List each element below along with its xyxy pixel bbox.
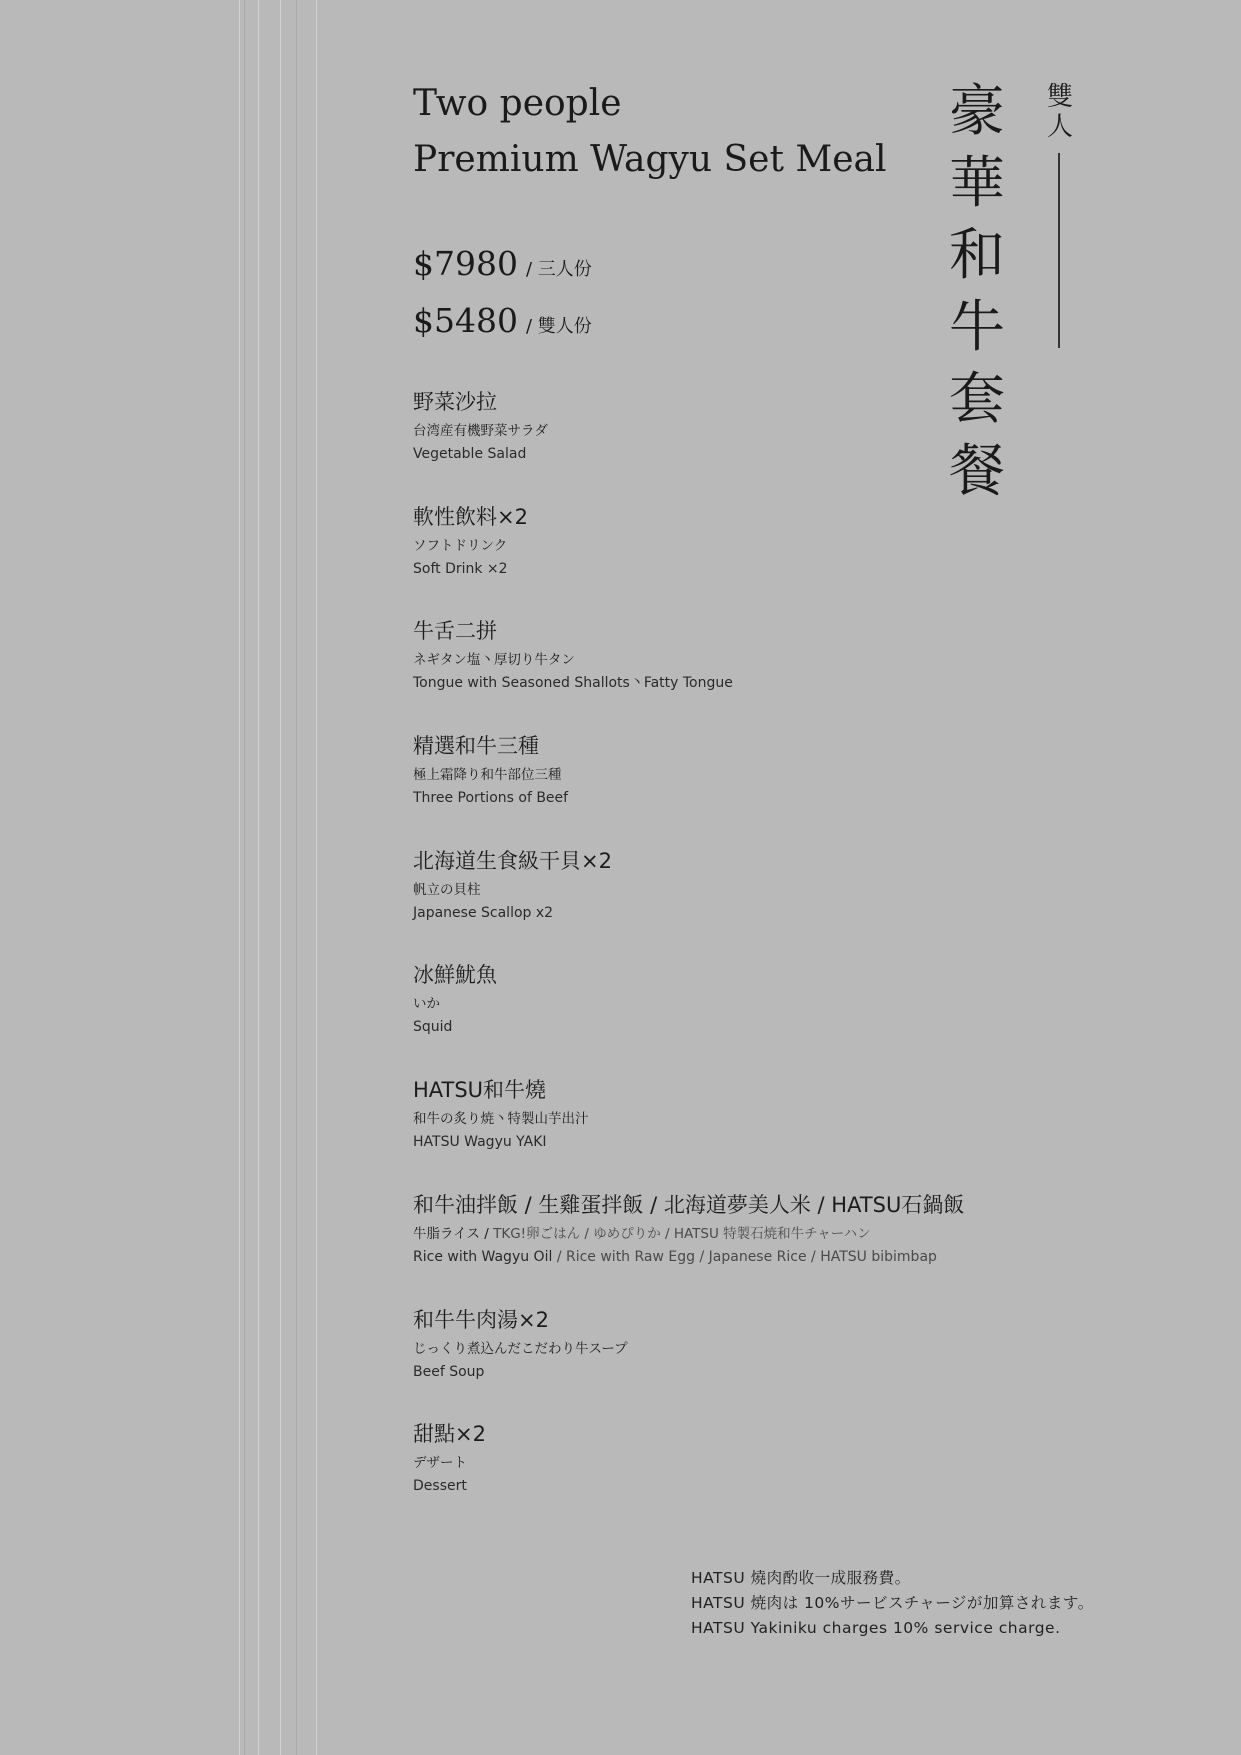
item-name-ja: 帆立の貝柱 xyxy=(413,881,481,898)
menu-item xyxy=(413,1189,1013,1304)
menu-item xyxy=(413,615,1013,730)
item-name-zh: 冰鮮魷魚 xyxy=(413,963,497,988)
vertical-subtitle-char: 雙 xyxy=(1046,82,1073,112)
item-name-ja-main: 牛脂ライス / xyxy=(413,1225,494,1242)
background-line xyxy=(239,0,240,1755)
item-name-en: Soft Drink ×2 xyxy=(413,560,508,577)
item-name-ja: いか xyxy=(413,996,440,1013)
vertical-title-char: 華 xyxy=(949,151,1005,216)
item-name-zh: 精選和牛三種 xyxy=(413,734,539,759)
menu-item xyxy=(413,1304,1013,1419)
item-name-ja: 和牛の炙り焼丶特製山芋出汁 xyxy=(413,1111,589,1128)
item-name-en xyxy=(413,1246,1013,1269)
menu-item xyxy=(413,501,1013,616)
service-charge-note xyxy=(691,1566,1094,1641)
item-name-en: Three Portions of Beef xyxy=(413,790,569,807)
item-name-ja: じっくり煮込んだこだわり牛スープ xyxy=(413,1340,628,1357)
item-name-zh: HATSU和牛燒 xyxy=(413,1078,547,1103)
service-charge-en: HATSU Yakiniku charges 10% service charge. xyxy=(691,1619,1061,1637)
item-name-en-main: Rice with Wagyu Oil xyxy=(413,1248,557,1265)
vertical-subtitle-char: 人 xyxy=(1046,112,1073,142)
item-name-ja: デザート xyxy=(413,1455,467,1472)
price-row xyxy=(413,244,592,301)
menu-item xyxy=(413,1074,1013,1189)
item-name-zh: 和牛牛肉湯×2 xyxy=(413,1307,549,1332)
vertical-subtitle xyxy=(1040,82,1080,142)
menu-title-line1: Two people xyxy=(413,83,622,124)
service-charge-ja: HATSU 焼肉は 10%サービスチャージが加算されます。 xyxy=(691,1594,1094,1612)
item-name-zh: 甜點×2 xyxy=(413,1422,486,1447)
item-name-ja xyxy=(413,1223,1013,1246)
item-name-zh: 北海道生食級干貝×2 xyxy=(413,848,612,873)
item-name-en: HATSU Wagyu YAKI xyxy=(413,1134,547,1151)
item-name-en: Squid xyxy=(413,1019,453,1036)
vertical-title-char: 套 xyxy=(949,367,1005,432)
price-unit: / 三人份 xyxy=(525,259,592,280)
menu-title-line2: Premium Wagyu Set Meal xyxy=(413,139,887,180)
item-name-en: Vegetable Salad xyxy=(413,446,527,462)
price-list xyxy=(413,244,592,358)
item-name-en: Japanese Scallop x2 xyxy=(413,904,554,921)
background-line xyxy=(316,0,317,1755)
item-name-ja-alt: TKG!卵ごはん / ゆめぴりか / HATSU 特製石焼和牛チャーハン xyxy=(493,1225,871,1242)
background-line xyxy=(296,0,297,1755)
price-row xyxy=(413,301,592,358)
item-name-zh: 軟性飲料×2 xyxy=(413,504,528,529)
menu-item xyxy=(413,845,1013,960)
item-name-ja: ソフトドリンク xyxy=(413,537,508,554)
price-amount: $7980 xyxy=(413,244,518,283)
menu-item xyxy=(413,730,1013,845)
service-charge-zh: HATSU 燒肉酌收一成服務費。 xyxy=(691,1569,911,1587)
item-name-ja: 台湾産有機野菜サラダ xyxy=(413,423,548,439)
background-line xyxy=(280,0,281,1755)
menu-item xyxy=(413,386,1013,501)
vertical-title xyxy=(942,76,1012,508)
menu-item xyxy=(413,1418,1013,1533)
background-line xyxy=(244,0,245,1755)
vertical-title-char: 和 xyxy=(949,223,1005,288)
vertical-title-char: 牛 xyxy=(949,295,1005,360)
background-line xyxy=(258,0,259,1755)
price-unit: / 雙人份 xyxy=(525,316,592,337)
item-name-en: Beef Soup xyxy=(413,1363,485,1380)
vertical-divider xyxy=(1058,153,1060,348)
menu-items xyxy=(413,386,1013,1533)
item-name-zh: 野菜沙拉 xyxy=(413,390,497,414)
item-name-en: Dessert xyxy=(413,1478,467,1495)
item-name-ja: 極上霜降り和牛部位三種 xyxy=(413,767,562,784)
vertical-title-char: 豪 xyxy=(949,79,1005,144)
menu-title xyxy=(413,76,887,188)
item-name-en: Tongue with Seasoned Shallots丶Fatty Tongue xyxy=(413,675,733,692)
vertical-title-char: 餐 xyxy=(949,439,1005,504)
item-name-zh: 和牛油拌飯 / 生雞蛋拌飯 / 北海道夢美人米 / HATSU石鍋飯 xyxy=(413,1192,965,1217)
price-amount: $5480 xyxy=(413,301,518,340)
menu-item xyxy=(413,959,1013,1074)
item-name-ja: ネギタン塩丶厚切り牛タン xyxy=(413,652,575,669)
item-name-zh: 牛舌二拼 xyxy=(413,619,497,644)
item-name-en-alt: / Rice with Raw Egg / Japanese Rice / HATSU bibimbap xyxy=(556,1248,937,1265)
